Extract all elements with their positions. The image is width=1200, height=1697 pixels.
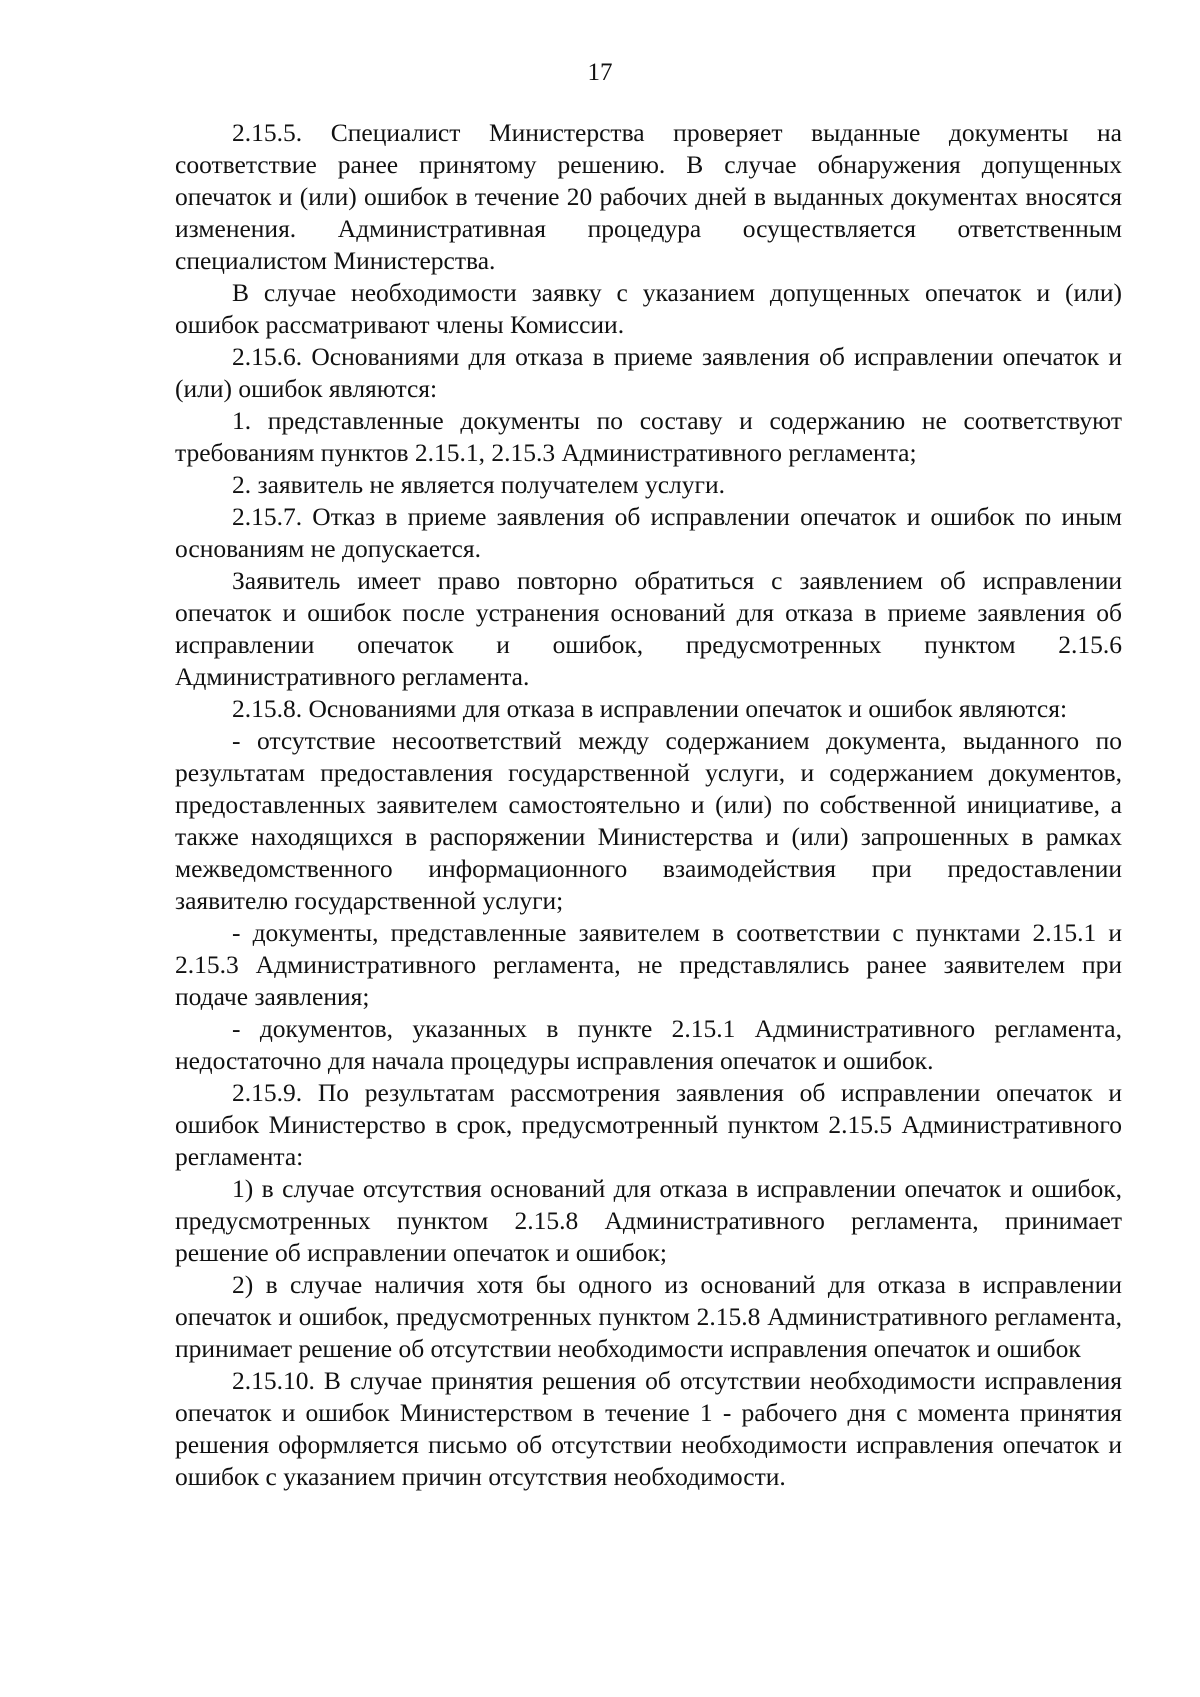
paragraph-2-15-6: 2.15.6. Основаниями для отказа в приеме заявления об исправлении опечаток и (или) ошибок являются:: [175, 342, 1122, 403]
document-body: [175, 117, 1122, 1493]
paragraph-2-15-8: 2.15.8. Основаниями для отказа в исправлении опечаток и ошибок являются:: [232, 694, 1068, 723]
list-item-refusal-ground-2: 2. заявитель не является получателем услуги.: [232, 470, 725, 499]
list-item-decision-no-correction: 2) в случае наличия хотя бы одного из оснований для отказа в исправлении опечаток и ошибок, предусмотренных пунктом 2.15.8 Административного регламента, принимает решение об отсутствии необходимости исправления опечаток и ошибок: [175, 1270, 1122, 1363]
paragraph-2-15-9: 2.15.9. По результатам рассмотрения заявления об исправлении опечаток и ошибок Министерство в срок, предусмотренный пунктом 2.15.5 Административного регламента:: [175, 1078, 1122, 1171]
list-item-insufficient-documents: - документов, указанных в пункте 2.15.1 Административного регламента, недостаточно для начала процедуры исправления опечаток и ошибок.: [175, 1014, 1122, 1075]
paragraph-2-15-7: 2.15.7. Отказ в приеме заявления об исправлении опечаток и ошибок по иным основаниям не допускается.: [175, 502, 1122, 563]
list-item-refusal-ground-1: 1. представленные документы по составу и содержанию не соответствуют требованиям пунктов 2.15.1, 2.15.3 Административного регламента;: [175, 406, 1122, 467]
list-item-documents-not-submitted: - документы, представленные заявителем в соответствии с пунктами 2.15.1 и 2.15.3 Административного регламента, не представлялись ранее заявителем при подаче заявления;: [175, 918, 1122, 1011]
paragraph-repeat-application: Заявитель имеет право повторно обратиться с заявлением об исправлении опечаток и ошибок после устранения оснований для отказа в приеме заявления об исправлении опечаток и ошибок, предусмотренных пунктом 2.15.6 Административного регламента.: [175, 566, 1122, 691]
paragraph-commission-review: В случае необходимости заявку с указанием допущенных опечаток и (или) ошибок рассматривают члены Комиссии.: [175, 278, 1122, 339]
paragraph-2-15-10: 2.15.10. В случае принятия решения об отсутствии необходимости исправления опечаток и ошибок Министерством в течение 1 - рабочего дня с момента принятия решения оформляется письмо об отсутствии необходимости исправления опечаток и ошибок с указанием причин отсутствия необходимости.: [175, 1366, 1122, 1491]
list-item-decision-correct: 1) в случае отсутствия оснований для отказа в исправлении опечаток и ошибок, предусмотренных пунктом 2.15.8 Административного регламента, принимает решение об исправлении опечаток и ошибок;: [175, 1174, 1122, 1267]
paragraph-2-15-5: 2.15.5. Специалист Министерства проверяет выданные документы на соответствие ранее принятому решению. В случае обнаружения допущенных опечаток и (или) ошибок в течение 20 рабочих дней в выданных документах вносятся изменения. Административная процедура осуществляется ответственным специалистом Министерства.: [175, 118, 1122, 275]
page-number: 17: [587, 59, 613, 86]
list-item-no-discrepancy: - отсутствие несоответствий между содержанием документа, выданного по результатам предоставления государственной услуги, и содержанием документов, предоставленных заявителем самостоятельно и (или) по собственной инициативе, а также находящихся в распоряжении Министерства и (или) запрошенных в рамках межведомственного информационного взаимодействия при предоставлении заявителю государственной услуги;: [175, 726, 1122, 915]
